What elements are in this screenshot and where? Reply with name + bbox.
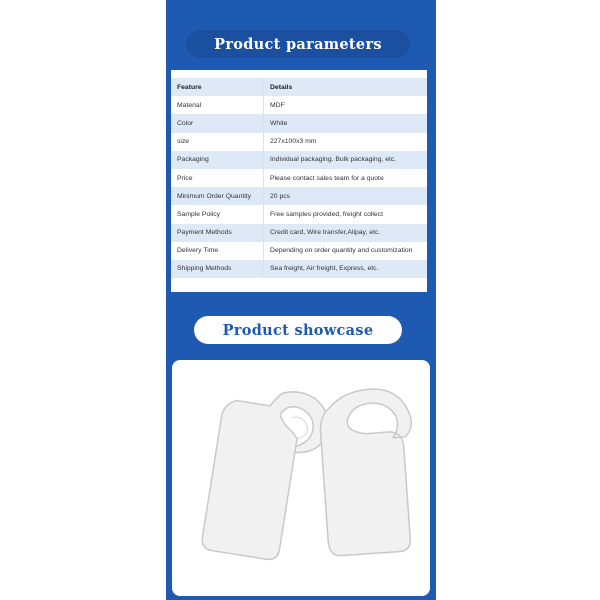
feature-cell: Price [171, 169, 264, 187]
table-header-row [171, 78, 427, 96]
table-row [171, 96, 427, 114]
feature-cell: Minimum Order Quantity [171, 187, 264, 205]
details-cell: Free samples provided, freight collect [270, 210, 383, 218]
table-row [171, 260, 427, 278]
details-cell: 20 pcs [264, 187, 428, 205]
table-row [171, 114, 427, 132]
table-row [171, 187, 427, 205]
product-showcase-banner: Product showcase [194, 316, 402, 344]
feature-cell: Shipping Methods [171, 260, 264, 278]
details-cell: Depending on order quantity and customization [270, 247, 413, 255]
door-hanger-right [318, 387, 420, 557]
door-hanger-left [201, 381, 333, 566]
header-details: Details [264, 78, 428, 96]
door-hanger-illustration [172, 360, 430, 596]
table-row [171, 242, 427, 260]
feature-cell: Color [171, 114, 264, 132]
table-row [171, 133, 427, 151]
parameters-table [171, 78, 427, 278]
table-row [171, 169, 427, 187]
details-cell: Individual packaging. Bulk packaging, etc. [264, 151, 428, 169]
details-cell: Please contact sales team for a quote [270, 174, 384, 182]
feature-cell: Delivery Time [171, 242, 264, 260]
feature-cell: Payment Methods [171, 224, 264, 242]
feature-cell: Packaging [171, 151, 264, 169]
table-row [171, 224, 427, 242]
details-cell: Credit card, Wire transfer,Alipay, etc. [264, 224, 428, 242]
details-cell: White [264, 114, 428, 132]
feature-cell: Sample Policy [171, 205, 264, 223]
parameters-table-card [171, 70, 427, 292]
table-row [171, 205, 427, 223]
details-cell: MDF [270, 101, 285, 109]
product-photo [172, 360, 430, 596]
feature-cell: size [171, 133, 264, 151]
feature-cell: Material [171, 96, 264, 114]
table-row [171, 151, 427, 169]
details-cell: Sea freight, Air freight, Express, etc. [264, 260, 428, 278]
header-feature: Feature [171, 78, 264, 96]
product-info-panel [166, 0, 436, 600]
product-parameters-banner: Product parameters [186, 30, 410, 58]
details-cell: 227x100x3 mm [270, 138, 317, 146]
